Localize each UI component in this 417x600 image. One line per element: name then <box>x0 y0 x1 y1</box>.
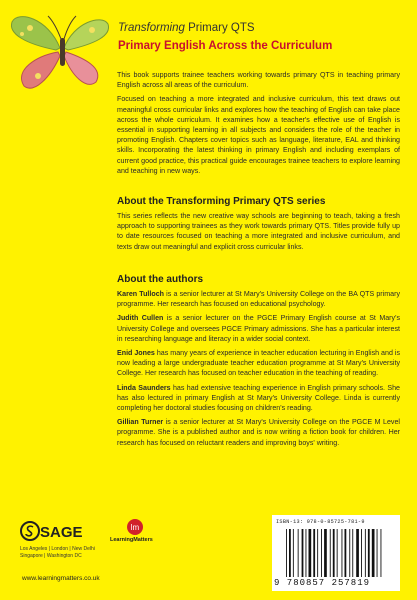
barcode-icon <box>284 529 396 577</box>
series-name: Transforming Primary QTS <box>118 22 255 34</box>
barcode-number: 9 780857 257819 <box>274 578 371 588</box>
about-series-text: This series reflects the new creative way schools are beginning to teach, taking a fresh approach to supporting trainees as they work towards primary QTS. Titles provide fully up to date resources focused on teaching a more integrated and inclusive curriculum, and texts draw out meaningful and explicit cross curricular links. <box>117 212 400 251</box>
intro-paragraph: This book supports trainee teachers working towards primary QTS in teaching primary English across all areas of the curriculum. <box>117 71 400 90</box>
sage-logo <box>20 520 84 542</box>
learning-matters-name: LearningMatters <box>110 537 153 543</box>
intro-text <box>117 70 400 180</box>
publisher-website: www.learningmatters.co.uk <box>22 575 100 582</box>
author-entry: Enid Jones has many years of experience in teacher education lecturing in English and is now leading a large undergraduate teacher education programme at St Mary's University College. Her research has focused on teacher education in the teaching of reading. <box>117 349 400 378</box>
butterfly-illustration <box>8 8 116 92</box>
sage-offices: Los Angeles | London | New Delhi Singapore | Washington DC <box>20 546 95 559</box>
author-list <box>117 289 400 452</box>
author-entry: Linda Saunders has had extensive teaching experience in English primary schools. She has also lectured in primary English at St Mary's University College. Linda is currently completing her doctoral studies focusing on children's reading. <box>117 383 400 413</box>
book-title: Primary English Across the Curriculum <box>118 40 333 52</box>
isbn-label: ISBN-13: 978-0-85725-781-9 <box>276 519 365 525</box>
about-authors-heading: About the authors <box>117 274 204 285</box>
about-series-heading: About the Transforming Primary QTS series <box>117 196 326 207</box>
svg-text:SAGE: SAGE <box>40 524 83 541</box>
learning-matters-logo <box>110 518 160 548</box>
author-entry: Gillian Turner is a senior lecturer at St Mary's University College on the PGCE M Level programme. She is a published author and is now writing a fiction book for children. Her research has focused on reluctant readers and improving boys' writing. <box>117 418 400 447</box>
svg-text:lm: lm <box>130 523 140 532</box>
author-entry: Judith Cullen is a senior lecturer on the PGCE Primary English course at St Mary's University College and oversees PGCE Primary admissions. She has a particular interest in researching language and literacy in a wider social context. <box>117 314 400 343</box>
intro-paragraph: Focused on teaching a more integrated and inclusive curriculum, this text draws out meaningful cross curricular links and explores how the teaching of English can take place across the whole curriculum. It examines how a teacher's effective use of English is essential in supporting learning in all subjects and considers the role of the teacher in promoting English. Chapters cover topics such as language, literature, EAL and thinking skills. Incorporating the latest thinking in primary English and including exemplars of current good practice, this practical guide encourages trainee teachers to explore learning and teaching in new ways. <box>117 95 400 175</box>
author-entry: Karen Tulloch is a senior lecturer at St Mary's University College on the BA QTS primary programme. Her research has focused on educational psychology. <box>117 290 400 309</box>
